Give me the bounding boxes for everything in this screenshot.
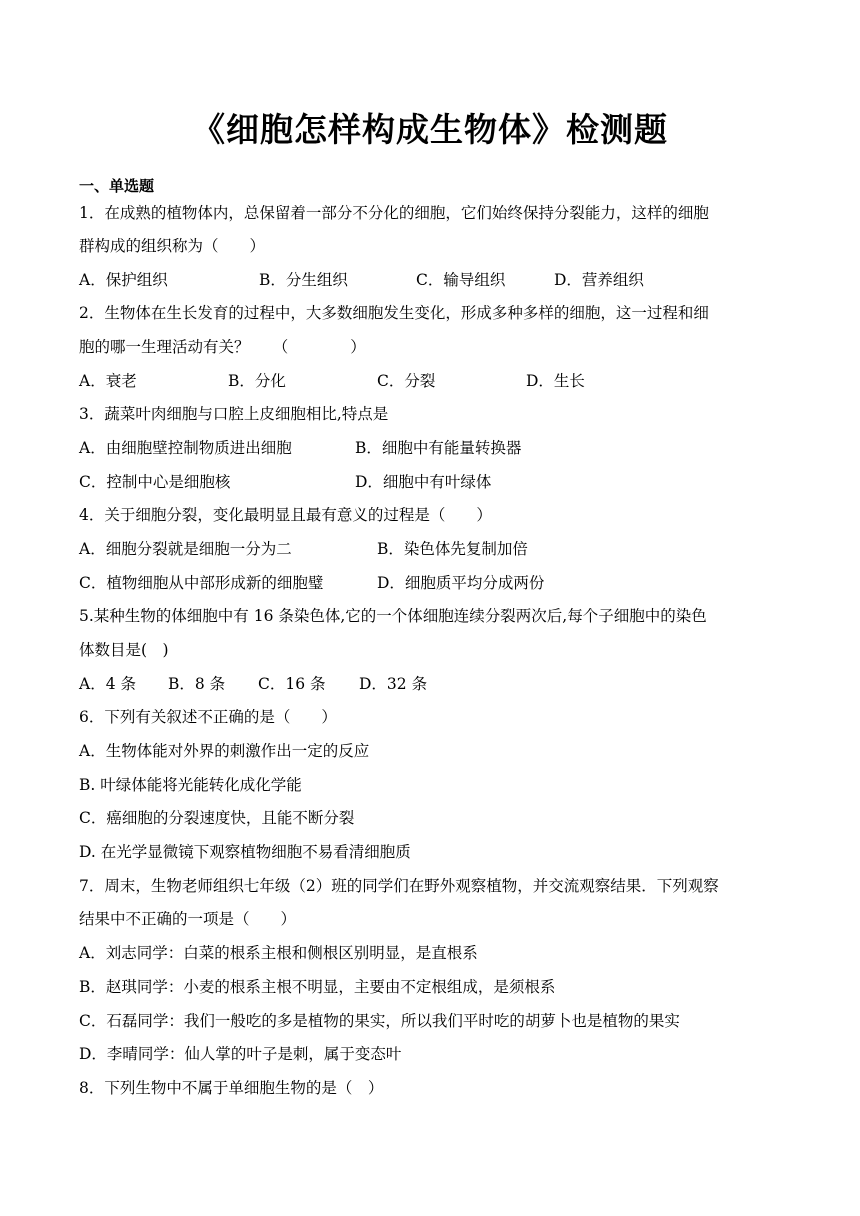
question-5-option-c: C．16 条 <box>258 675 326 693</box>
question-3-option-d: D．细胞中有叶绿体 <box>355 473 492 491</box>
question-1-option-c: C．输导组织 <box>416 271 506 289</box>
question-1-stem-line-1: 1．在成熟的植物体内，总保留着一部分不分化的细胞，它们始终保持分裂能力，这样的细胞 <box>79 204 709 222</box>
page-title: 《细胞怎样构成生物体》检测题 <box>192 110 668 149</box>
question-4-option-d: D．细胞质平均分成两份 <box>377 574 545 592</box>
question-6-option-a: A．生物体能对外界的刺激作出一定的反应 <box>79 742 370 760</box>
question-6-stem: 6．下列有关叙述不正确的是（ ） <box>79 708 337 726</box>
question-5-option-d: D．32 条 <box>359 675 428 693</box>
question-7-stem-line-2: 结果中不正确的一项是（ ） <box>79 910 297 928</box>
question-1-option-b: B．分生组织 <box>259 271 348 289</box>
question-2-stem-line-1: 2．生物体在生长发育的过程中，大多数细胞发生变化，形成多种多样的细胞，这一过程和细 <box>79 304 709 322</box>
question-5-option-a: A．4 条 <box>79 675 136 693</box>
question-3-option-a: A．由细胞壁控制物质进出细胞 <box>79 439 292 457</box>
question-2-option-d: D．生长 <box>526 372 585 390</box>
question-3-option-c: C．控制中心是细胞核 <box>79 473 231 491</box>
question-2-stem-line-2: 胞的哪一生理活动有关？ （ ） <box>79 338 366 356</box>
question-7-option-b: B．赵琪同学：小麦的根系主根不明显，主要由不定根组成，是须根系 <box>79 978 556 996</box>
question-5-stem-line-2: 体数目是( ) <box>79 641 169 659</box>
question-6-option-b: B. 叶绿体能将光能转化成化学能 <box>79 776 302 794</box>
question-2-option-a: A．衰老 <box>79 372 137 390</box>
question-1-stem-line-2: 群构成的组织称为（ ） <box>79 237 266 255</box>
question-5-option-b: B．8 条 <box>168 675 226 693</box>
question-5-stem-line-1: 5.某种生物的体细胞中有 16 条染色体,它的一个体细胞连续分裂两次后,每个子细胞中的染色 <box>79 607 707 625</box>
question-1-option-a: A．保护组织 <box>79 271 168 289</box>
section-heading: 一、单选题 <box>79 177 155 195</box>
question-2-option-c: C．分裂 <box>377 372 436 390</box>
question-7-stem-line-1: 7．周末，生物老师组织七年级（2）班的同学们在野外观察植物，并交流观察结果．下列观察 <box>79 877 719 895</box>
question-2-option-b: B．分化 <box>228 372 286 390</box>
question-7-option-d: D．李晴同学：仙人掌的叶子是刺，属于变态叶 <box>79 1045 402 1063</box>
question-6-option-d: D. 在光学显微镜下观察植物细胞不易看清细胞质 <box>79 843 411 861</box>
question-4-stem: 4．关于细胞分裂，变化最明显且最有意义的过程是（ ） <box>79 506 492 524</box>
question-8-stem: 8．下列生物中不属于单细胞生物的是（ ） <box>79 1079 384 1097</box>
question-4-option-a: A．细胞分裂就是细胞一分为二 <box>79 540 292 558</box>
question-4-option-b: B．染色体先复制加倍 <box>377 540 528 558</box>
question-7-option-a: A．刘志同学：白菜的根系主根和侧根区别明显，是直根系 <box>79 944 478 962</box>
question-7-option-c: C．石磊同学：我们一般吃的多是植物的果实，所以我们平时吃的胡萝卜也是植物的果实 <box>79 1012 680 1030</box>
question-1-option-d: D．营养组织 <box>554 271 644 289</box>
question-3-stem: 3．蔬菜叶肉细胞与口腔上皮细胞相比,特点是 <box>79 405 389 423</box>
question-3-option-b: B．细胞中有能量转换器 <box>355 439 522 457</box>
question-4-option-c: C．植物细胞从中部形成新的细胞璧 <box>79 574 324 592</box>
question-6-option-c: C．癌细胞的分裂速度快，且能不断分裂 <box>79 809 355 827</box>
